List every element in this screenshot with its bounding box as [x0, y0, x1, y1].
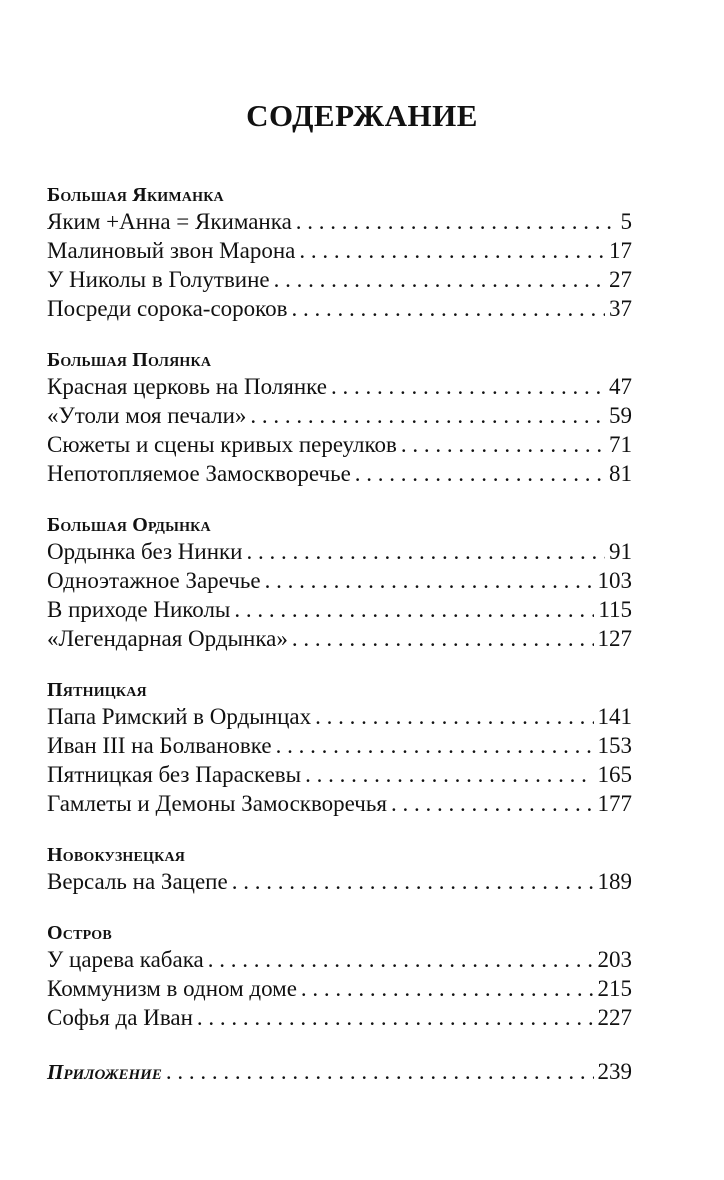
- entry-page-number: 5: [620, 209, 632, 234]
- entry-title: Яким +Анна = Якиманка: [47, 209, 292, 234]
- entry-page-number: 215: [597, 976, 632, 1001]
- entry-title: Красная церковь на Полянке: [47, 374, 327, 399]
- dot-leader: [391, 789, 594, 818]
- entry-page-number: 71: [609, 432, 632, 457]
- entry-page-number: 127: [597, 626, 632, 651]
- toc-entry[interactable]: [47, 294, 632, 323]
- entry-title: Приложение: [47, 1060, 162, 1084]
- entry-page-number: 115: [598, 597, 632, 622]
- toc-entry[interactable]: [47, 974, 632, 1003]
- dot-leader: [234, 595, 594, 624]
- dot-leader: [331, 372, 605, 401]
- entry-page-number: 165: [597, 762, 632, 787]
- dot-leader: [166, 1057, 594, 1086]
- entry-title: «Легендарная Ордынка»: [47, 626, 288, 651]
- section-title: Пятницкая: [47, 679, 147, 701]
- toc-section-bolshaya-yakimanka: [47, 183, 632, 323]
- entry-page-number: 177: [597, 791, 632, 816]
- entry-title: Версаль на Зацепе: [47, 869, 228, 894]
- dot-leader: [232, 867, 594, 896]
- section-title: Большая Ордынка: [47, 514, 211, 536]
- dot-leader: [299, 236, 605, 265]
- toc-section-ostrov: [47, 921, 632, 1032]
- toc-entry[interactable]: [47, 624, 632, 653]
- dot-leader: [355, 459, 605, 488]
- toc-entry[interactable]: [47, 566, 632, 595]
- entry-title: У Николы в Голутвине: [47, 267, 270, 292]
- entry-title: Сюжеты и сцены кривых переулков: [47, 432, 397, 457]
- entry-title: Софья да Иван: [47, 1005, 193, 1030]
- entry-title: Папа Римский в Ордынцах: [47, 704, 312, 729]
- entry-page-number: 189: [597, 869, 632, 894]
- toc-entry[interactable]: [47, 401, 632, 430]
- entry-title: Коммунизм в одном доме: [47, 976, 297, 1001]
- entry-page-number: 17: [609, 238, 632, 263]
- toc-entry[interactable]: [47, 459, 632, 488]
- dot-leader: [208, 945, 594, 974]
- entry-title: Гамлеты и Демоны Замоскворечья: [47, 791, 387, 816]
- toc-entry[interactable]: [47, 867, 632, 896]
- toc-entry[interactable]: [47, 760, 632, 789]
- toc-entry[interactable]: [47, 1003, 632, 1032]
- section-title: Остров: [47, 922, 112, 944]
- dot-leader: [301, 974, 594, 1003]
- entry-page-number: 141: [597, 704, 632, 729]
- section-title: Большая Полянка: [47, 349, 212, 371]
- dot-leader: [305, 760, 593, 789]
- dot-leader: [401, 430, 605, 459]
- entry-page-number: 239: [597, 1059, 632, 1084]
- entry-title: Посреди сорока-сороков: [47, 296, 288, 321]
- entry-page-number: 27: [609, 267, 632, 292]
- toc-entry[interactable]: [47, 236, 632, 265]
- entry-title: Иван III на Болвановке: [47, 733, 272, 758]
- toc-section-novokuznetskaya: [47, 843, 632, 896]
- dot-leader: [296, 207, 617, 236]
- toc-section-bolshaya-ordynka: [47, 513, 632, 653]
- dot-leader: [274, 265, 605, 294]
- toc-entry[interactable]: [47, 265, 632, 294]
- toc-entry[interactable]: [47, 702, 632, 731]
- dot-leader: [292, 294, 605, 323]
- dot-leader: [315, 702, 593, 731]
- entry-title: «Утоли моя печали»: [47, 403, 247, 428]
- page-title: СОДЕРЖАНИЕ: [246, 98, 478, 133]
- toc-entry[interactable]: [47, 731, 632, 760]
- toc-entry[interactable]: [47, 372, 632, 401]
- dot-leader: [197, 1003, 594, 1032]
- table-of-contents: [47, 183, 632, 1086]
- toc-entry[interactable]: [47, 430, 632, 459]
- entry-title: Пятницкая без Параскевы: [47, 762, 302, 787]
- toc-entry[interactable]: [47, 207, 632, 236]
- entry-title: Малиновый звон Марона: [47, 238, 296, 263]
- dot-leader: [247, 537, 606, 566]
- entry-page-number: 37: [609, 296, 632, 321]
- entry-page-number: 203: [597, 947, 632, 972]
- entry-title: Одноэтажное Заречье: [47, 568, 261, 593]
- toc-entry[interactable]: [47, 537, 632, 566]
- toc-section-pyatnitskaya: [47, 678, 632, 818]
- toc-entry[interactable]: [47, 945, 632, 974]
- entry-title: В приходе Николы: [47, 597, 231, 622]
- entry-page-number: 153: [597, 733, 632, 758]
- entry-page-number: 81: [609, 461, 632, 486]
- dot-leader: [265, 566, 594, 595]
- toc-entry[interactable]: [47, 595, 632, 624]
- section-title: Новокузнецкая: [47, 844, 186, 866]
- toc-entry-appendix[interactable]: [47, 1057, 632, 1086]
- entry-title: У царева кабака: [47, 947, 204, 972]
- entry-page-number: 59: [609, 403, 632, 428]
- section-title: Большая Якиманка: [47, 184, 224, 206]
- dot-leader: [276, 731, 594, 760]
- entry-page-number: 103: [597, 568, 632, 593]
- entry-title: Непотопляемое Замоскворечье: [47, 461, 351, 486]
- dot-leader: [292, 624, 594, 653]
- entry-title: Ордынка без Нинки: [47, 539, 243, 564]
- toc-entry[interactable]: [47, 789, 632, 818]
- entry-page-number: 227: [597, 1005, 632, 1030]
- toc-section-bolshaya-polyanka: [47, 348, 632, 488]
- entry-page-number: 91: [609, 539, 632, 564]
- entry-page-number: 47: [609, 374, 632, 399]
- dot-leader: [250, 401, 605, 430]
